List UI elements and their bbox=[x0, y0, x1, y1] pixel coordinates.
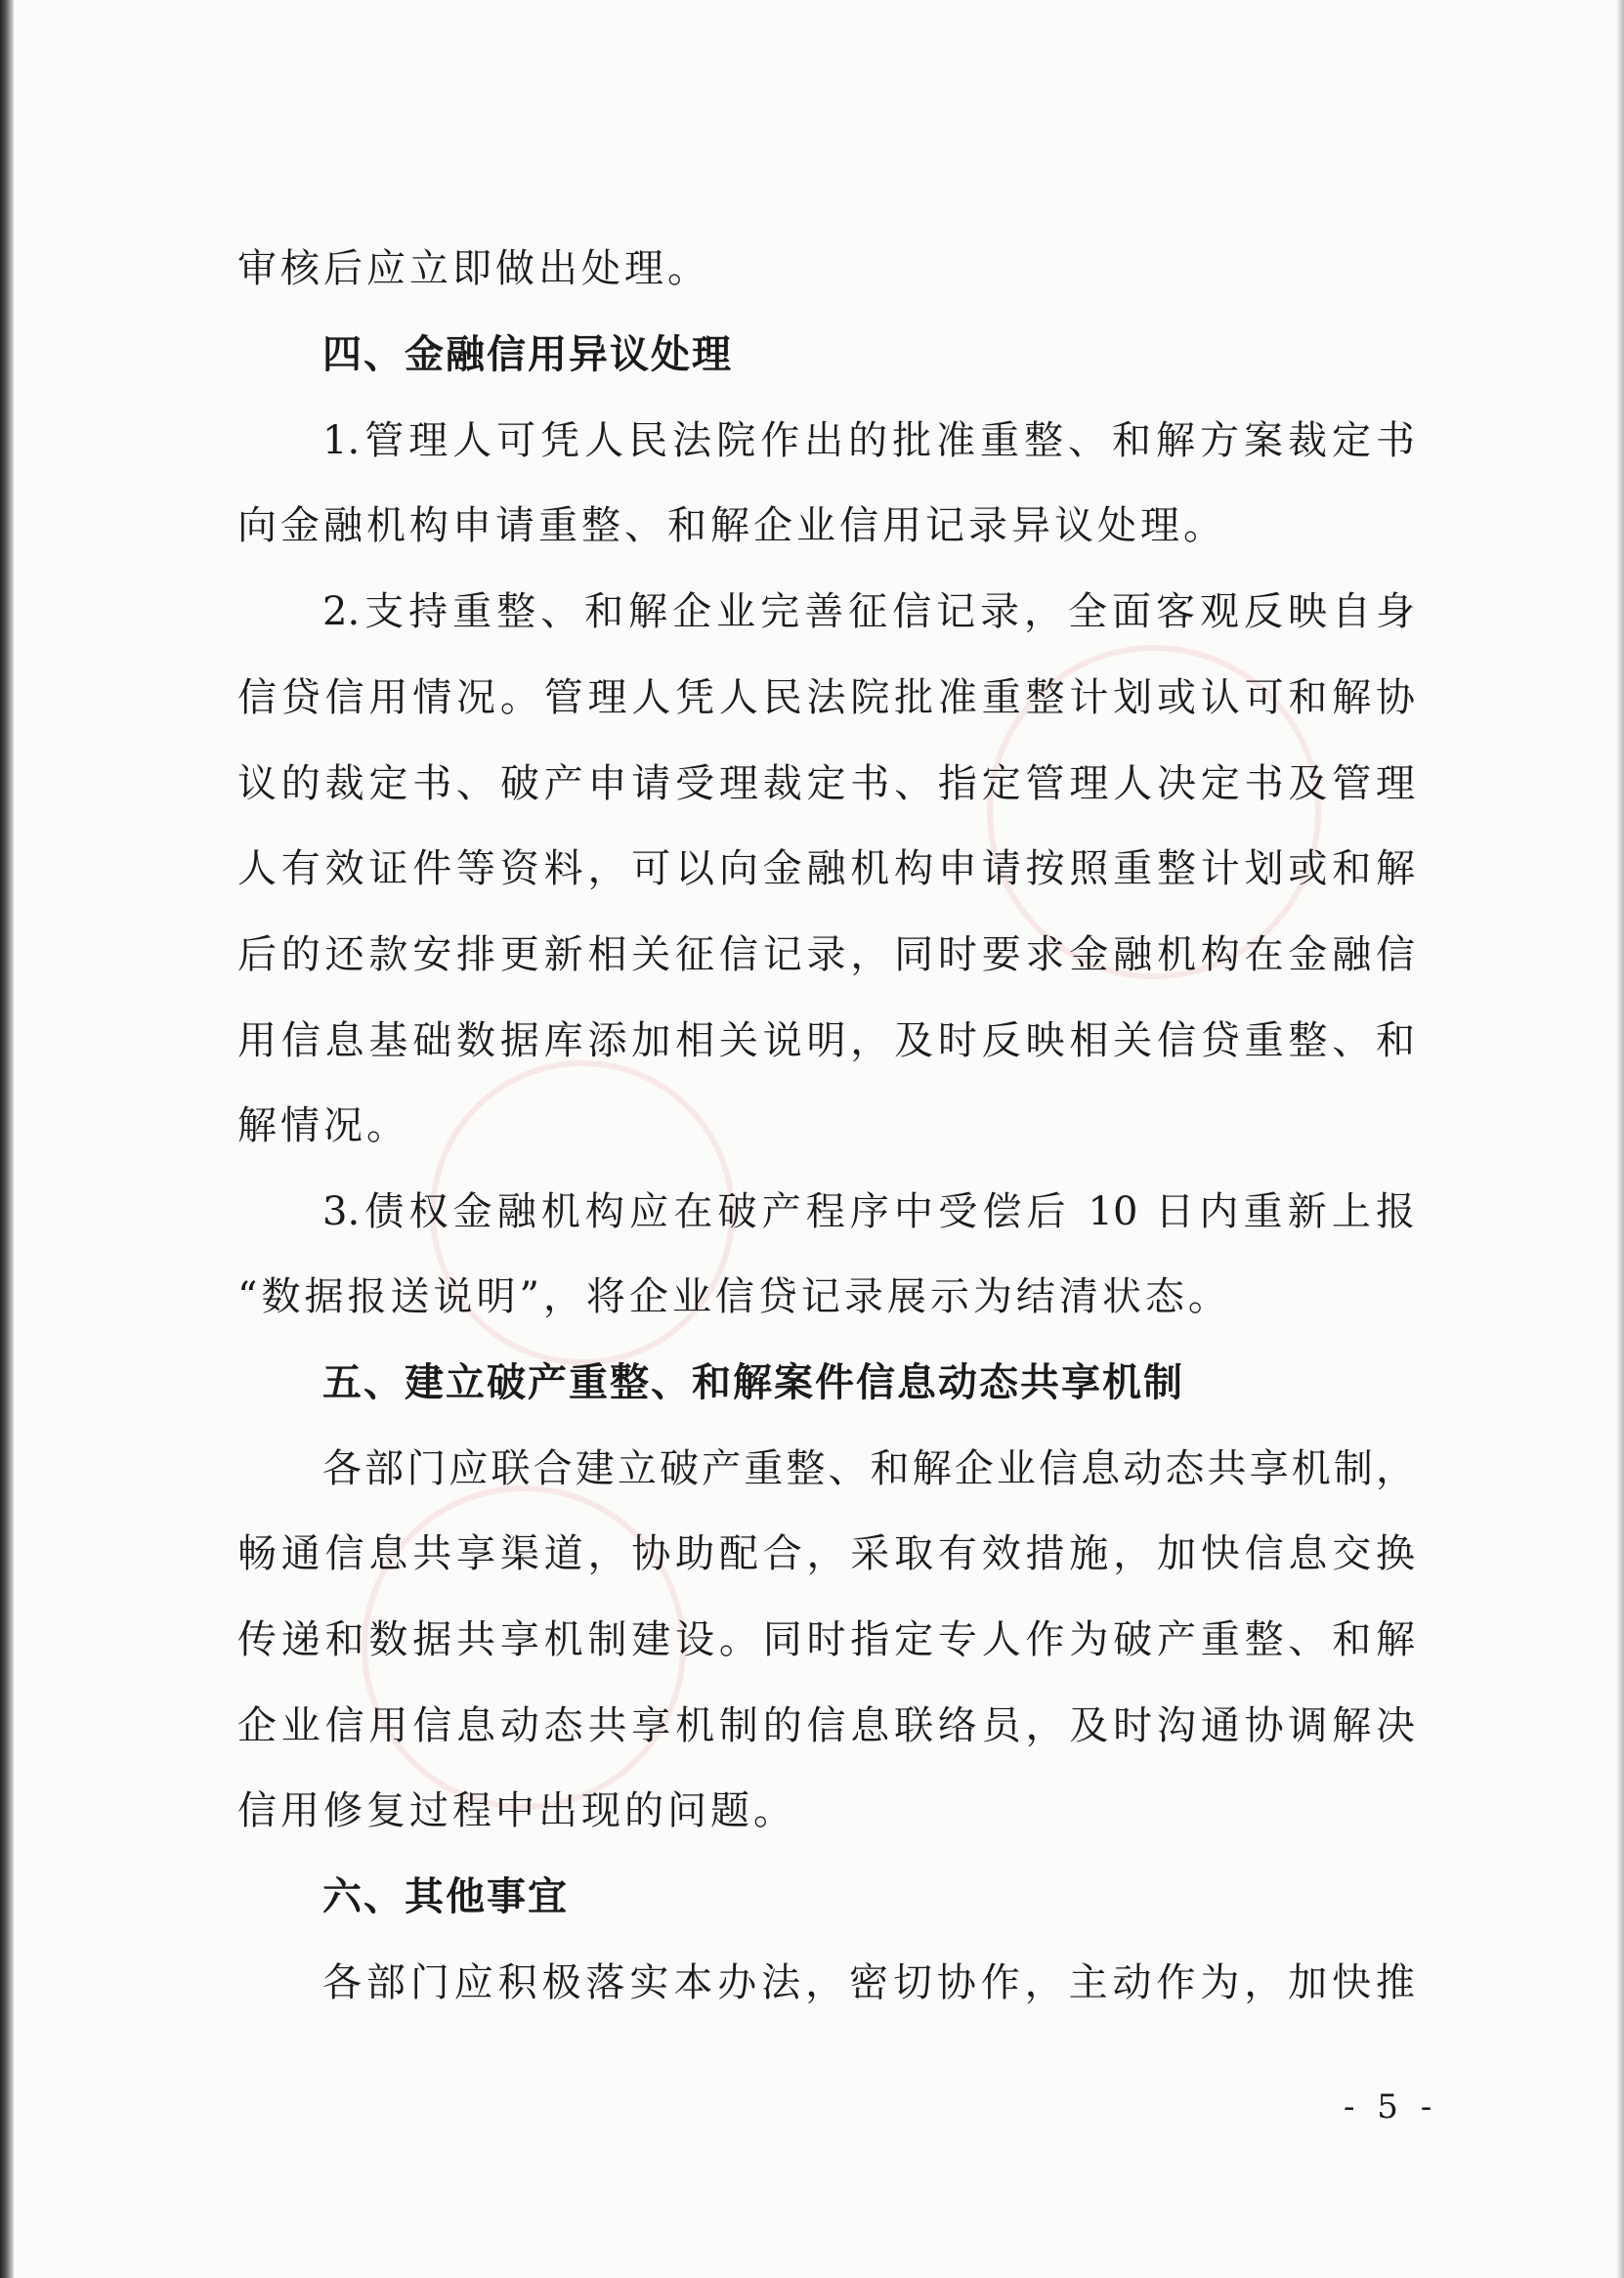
body-line: “数据报送说明”，将企业信贷记录展示为结清状态。 bbox=[237, 1274, 1231, 1319]
body-line: 议的裁定书、破产申请受理裁定书、指定管理人决定书及管理 bbox=[237, 761, 1415, 806]
page-number: - 5 - bbox=[1344, 2087, 1438, 2127]
section-heading-5: 五、建立破产重整、和解案件信息动态共享机制 bbox=[322, 1360, 1184, 1405]
scan-right-edge bbox=[1616, 0, 1624, 2278]
body-line: 向金融机构申请重整、和解企业信用记录异议处理。 bbox=[237, 503, 1226, 548]
section-heading-4: 四、金融信用异议处理 bbox=[322, 332, 733, 377]
scan-left-edge bbox=[0, 0, 14, 2278]
body-line: 3.债权金融机构应在破产程序中受偿后 10 日内重新上报 bbox=[322, 1189, 1415, 1234]
body-line: 后的还款安排更新相关征信记录，同时要求金融机构在金融信 bbox=[237, 932, 1415, 977]
body-line: 2.支持重整、和解企业完善征信记录，全面客观反映自身 bbox=[322, 589, 1415, 634]
body-line: 各部门应积极落实本办法，密切协作，主动作为，加快推 bbox=[322, 1960, 1415, 2005]
body-line: 信贷信用情况。管理人凭人民法院批准重整计划或认可和解协 bbox=[237, 675, 1415, 720]
body-line: 1.管理人可凭人民法院作出的批准重整、和解方案裁定书 bbox=[322, 418, 1415, 463]
body-line: 解情况。 bbox=[237, 1103, 409, 1148]
body-line: 信用修复过程中出现的问题。 bbox=[237, 1788, 796, 1833]
body-line: 审核后应立即做出处理。 bbox=[237, 246, 710, 291]
body-line: 企业信用信息动态共享机制的信息联络员，及时沟通协调解决 bbox=[237, 1703, 1415, 1748]
section-heading-6: 六、其他事宜 bbox=[322, 1874, 569, 1919]
body-line: 人有效证件等资料，可以向金融机构申请按照重整计划或和解 bbox=[237, 846, 1415, 891]
body-line: 各部门应联合建立破产重整、和解企业信息动态共享机制， bbox=[322, 1446, 1415, 1491]
body-line: 畅通信息共享渠道，协助配合，采取有效措施，加快信息交换 bbox=[237, 1531, 1415, 1576]
body-line: 用信息基础数据库添加相关说明，及时反映相关信贷重整、和 bbox=[237, 1018, 1415, 1063]
body-line: 传递和数据共享机制建设。同时指定专人作为破产重整、和解 bbox=[237, 1617, 1415, 1662]
